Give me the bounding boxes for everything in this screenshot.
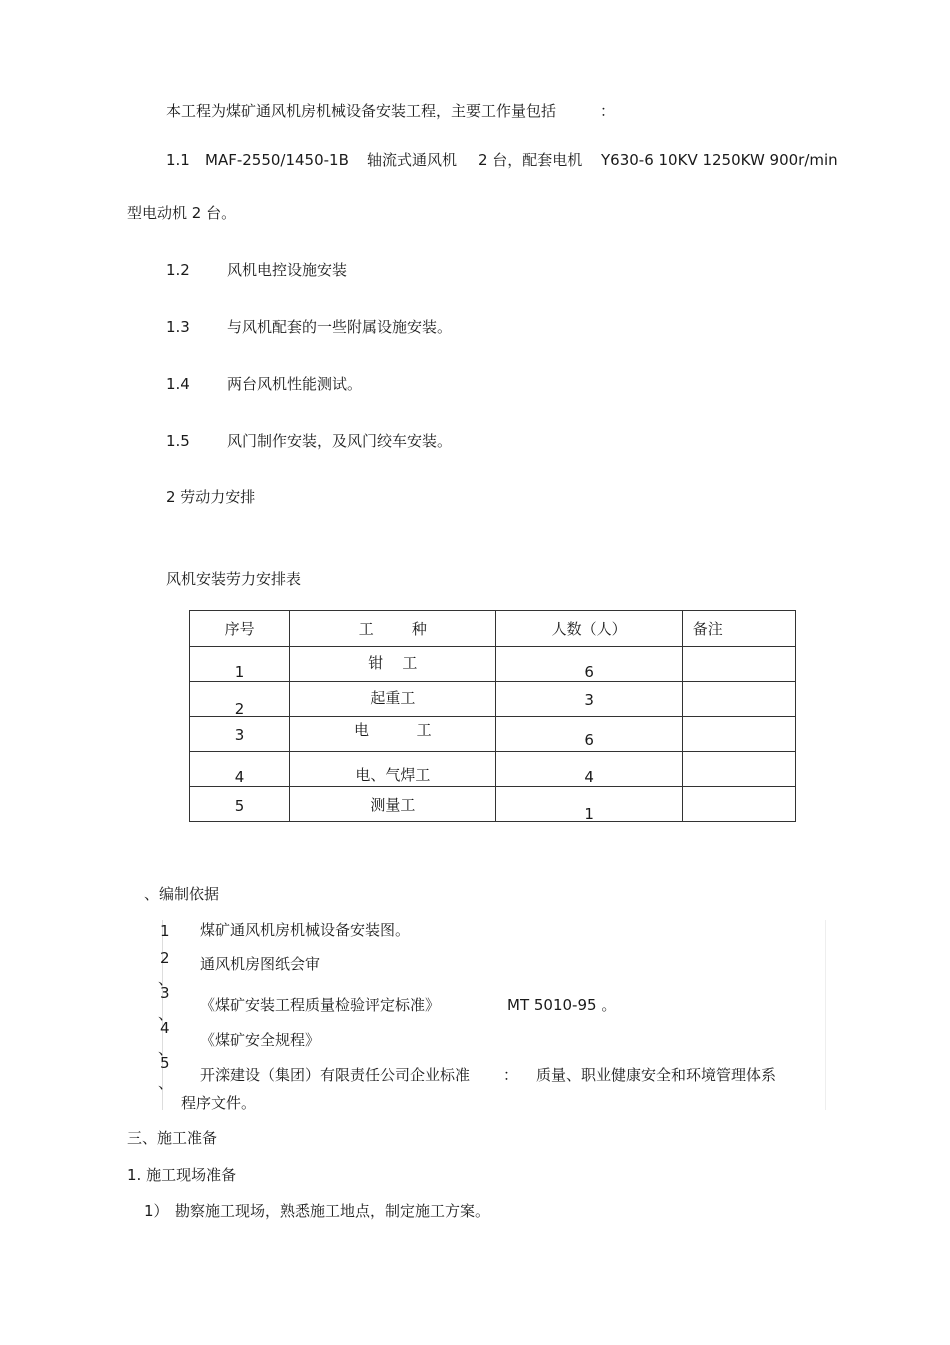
list-right-rule xyxy=(825,920,826,1110)
row-count: 6 xyxy=(584,663,594,681)
row-trade: 钳 工 xyxy=(368,654,418,672)
row-note xyxy=(682,787,795,822)
row-count: 4 xyxy=(584,768,594,786)
list-separator: 、 xyxy=(158,1005,174,1023)
basis-item-4-number: 4 xyxy=(160,1019,170,1037)
basis-item-3-number: 3 xyxy=(160,984,170,1002)
row-count: 3 xyxy=(584,691,594,709)
item-1-2-text: 风机电控设施安装 xyxy=(227,261,348,279)
row-trade: 电 工 xyxy=(353,721,432,739)
row-trade: 起重工 xyxy=(370,689,416,707)
table-header-row xyxy=(190,611,796,647)
basis-item-5-text: 开滦建设（集团）有限责任公司企业标准 xyxy=(200,1066,471,1084)
item-1-5-number: 1.5 xyxy=(166,432,190,450)
item-1-1-number: 1.1 xyxy=(166,151,190,169)
row-number: 1 xyxy=(234,663,245,681)
item-1-1-continuation: 型电动机 2 台。 xyxy=(127,204,237,222)
item-1-2-number: 1.2 xyxy=(166,261,190,279)
basis-item-5-extra: 质量、职业健康安全和环境管理体系 xyxy=(536,1066,777,1084)
table-row xyxy=(190,787,796,822)
row-note xyxy=(682,752,795,787)
item-1-1-model: MAF-2550/1450-1B xyxy=(205,151,349,169)
list-separator: 、 xyxy=(158,1074,174,1092)
basis-item-2-number: 2 xyxy=(160,949,170,967)
basis-item-3-extra: MT 5010-95 。 xyxy=(507,996,617,1014)
row-trade: 测量工 xyxy=(370,796,416,814)
row-trade: 电、气焊工 xyxy=(355,766,431,784)
list-separator: 、 xyxy=(158,1040,174,1058)
item-1-4-number: 1.4 xyxy=(166,375,190,393)
row-count: 1 xyxy=(584,805,594,823)
row-note xyxy=(682,682,795,717)
basis-heading: 、编制依据 xyxy=(144,885,220,903)
prep-step-text: 勘察施工现场，熟悉施工地点，制定施工方案。 xyxy=(175,1202,491,1220)
row-number: 5 xyxy=(234,797,245,815)
row-number: 3 xyxy=(234,726,245,744)
prep-subheading: 1. 施工现场准备 xyxy=(127,1166,237,1184)
row-number: 4 xyxy=(234,768,245,786)
intro-colon: ： xyxy=(600,102,616,120)
item-1-4-text: 两台风机性能测试。 xyxy=(227,375,363,393)
row-number: 2 xyxy=(234,700,245,718)
basis-item-4-text: 《煤矿安全规程》 xyxy=(200,1031,321,1049)
table-row xyxy=(190,752,796,787)
row-count: 6 xyxy=(584,731,594,749)
table-row xyxy=(190,647,796,682)
row-note xyxy=(682,647,795,682)
basis-item-3-text: 《煤矿安装工程质量检验评定标准》 xyxy=(200,996,441,1014)
item-1-1-text-2: 2 台，配套电机 xyxy=(478,151,583,169)
basis-item-5-number: 5 xyxy=(160,1054,170,1072)
basis-item-5-continuation: 程序文件。 xyxy=(181,1094,257,1112)
labor-table-title: 风机安装劳力安排表 xyxy=(166,570,302,588)
basis-item-1-text: 煤矿通风机房机械设备安装图。 xyxy=(200,921,411,939)
item-1-5-text: 风门制作安装，及风门绞车安装。 xyxy=(227,432,453,450)
labor-table xyxy=(189,610,796,822)
list-separator: 、 xyxy=(158,970,174,988)
intro-line: 本工程为煤矿通风机房机械设备安装工程，主要工作量包括 xyxy=(166,102,557,120)
header-number: 序号 xyxy=(190,611,290,647)
item-1-1-motor: Y630-6 10KV 1250KW 900r/min xyxy=(601,151,838,169)
item-1-1-text: 轴流式通风机 xyxy=(367,151,458,169)
labor-heading: 2 劳动力安排 xyxy=(166,488,256,506)
table-row xyxy=(190,717,796,752)
item-1-3-number: 1.3 xyxy=(166,318,190,336)
header-count: 人数（人） xyxy=(496,611,682,647)
basis-item-1-number: 1 xyxy=(160,922,170,940)
item-1-3-text: 与风机配套的一些附属设施安装。 xyxy=(227,318,453,336)
basis-item-5-colon: ： xyxy=(503,1066,519,1084)
header-trade: 工 种 xyxy=(290,611,496,647)
row-note xyxy=(682,717,795,752)
basis-item-2-text: 通风机房图纸会审 xyxy=(200,955,321,973)
header-note: 备注 xyxy=(682,611,795,647)
table-row xyxy=(190,682,796,717)
prep-step-number: 1） xyxy=(144,1202,169,1220)
prep-heading: 三、施工准备 xyxy=(127,1129,218,1147)
